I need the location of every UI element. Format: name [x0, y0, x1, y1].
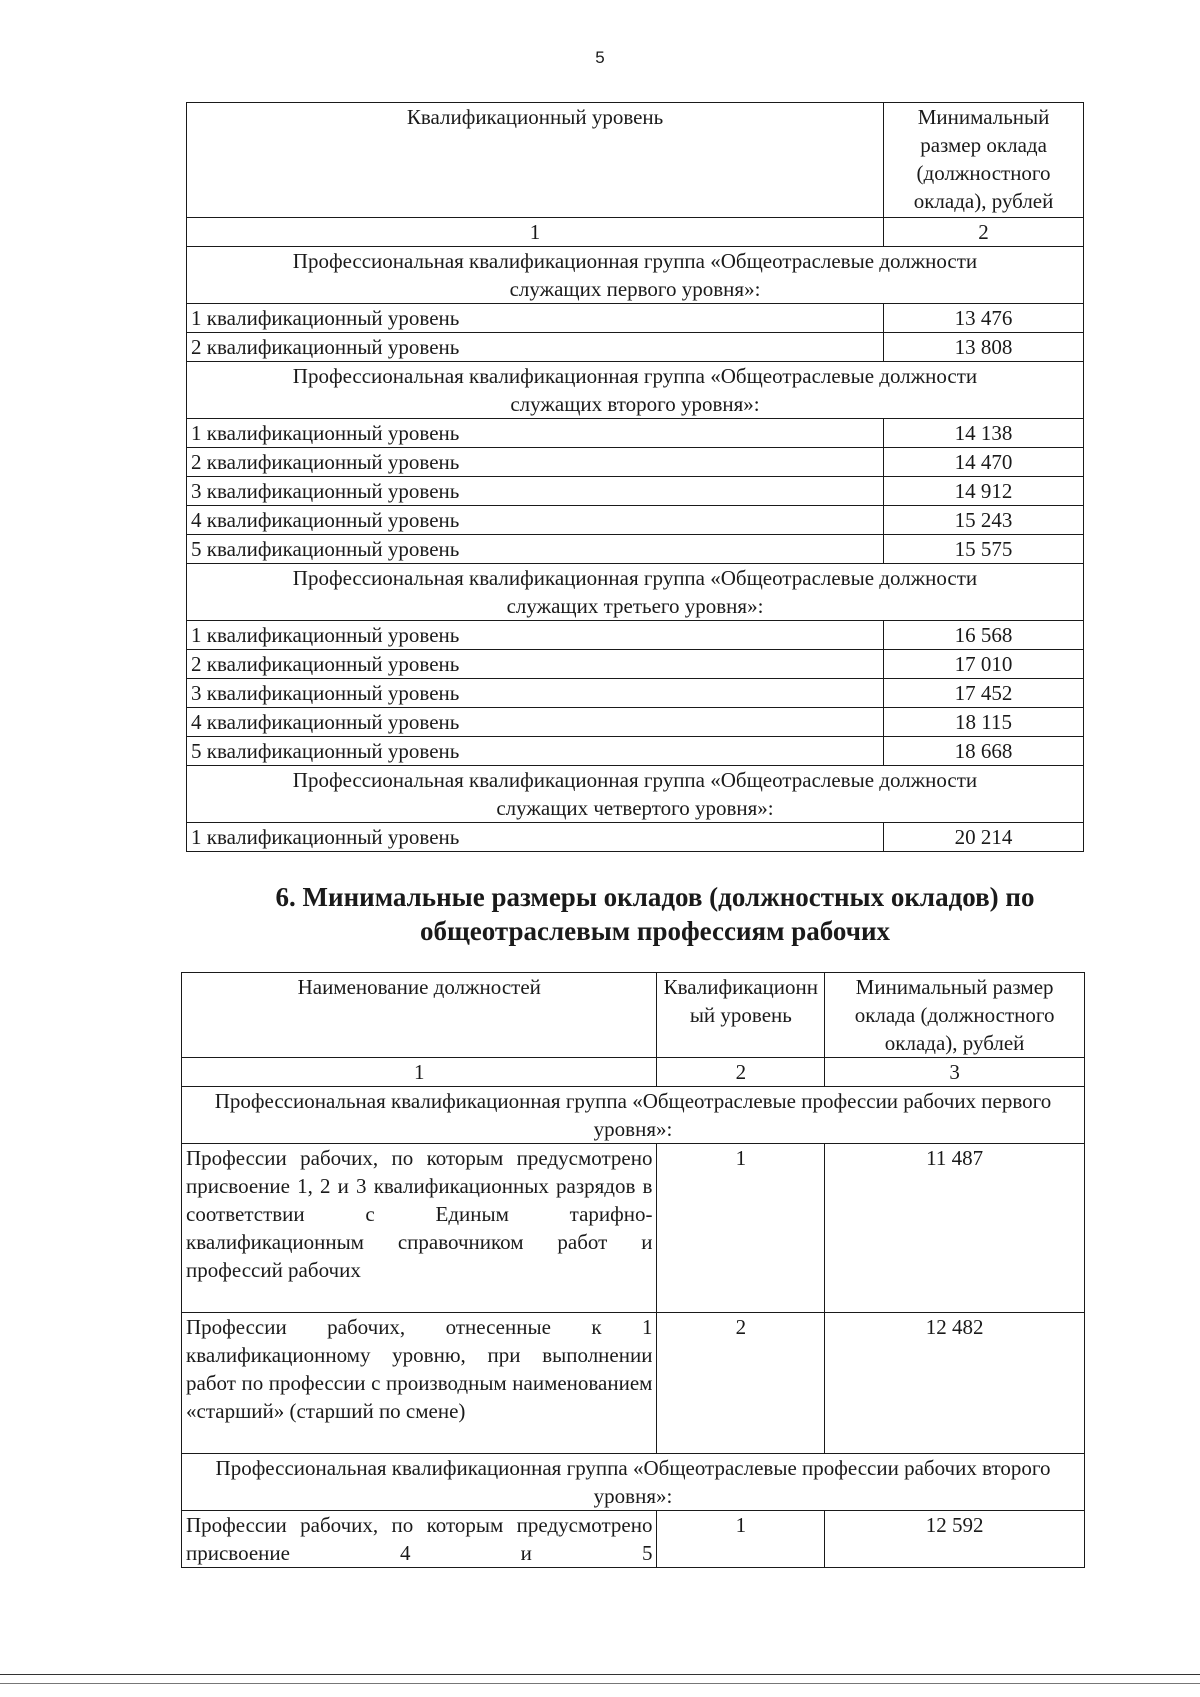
table-row: [187, 650, 1084, 679]
header-qualification-level: Квалификационный уровень: [187, 103, 884, 218]
level-cell: 4 квалификационный уровень: [187, 708, 884, 737]
table-row: [187, 448, 1084, 477]
group-title: Профессиональная квалификационная группа «Общеотраслевые должности служащих третьего уровня»:: [187, 564, 1084, 621]
salary-cell: 16 568: [884, 621, 1084, 650]
group-title: Профессиональная квалификационная группа «Общеотраслевые профессии рабочих второго уровня»:: [182, 1454, 1085, 1511]
table-row: [182, 1511, 1085, 1568]
salary-cell: 13 476: [884, 304, 1084, 333]
salary-cell: 18 668: [884, 737, 1084, 766]
page-number: 5: [595, 48, 605, 67]
column-number: 2: [884, 218, 1084, 247]
level-cell: 2 квалификационный уровень: [187, 448, 884, 477]
level-cell: 1 квалификационный уровень: [187, 823, 884, 852]
qualification-levels-table: [186, 102, 1084, 852]
group-title-row: [187, 247, 1084, 304]
level-cell: 1: [657, 1511, 825, 1568]
table-row: [187, 823, 1084, 852]
salary-cell: 17 452: [884, 679, 1084, 708]
table-header-row: [182, 973, 1085, 1058]
group-title-row: [187, 564, 1084, 621]
level-cell: 1 квалификационный уровень: [187, 419, 884, 448]
profession-name-cell: Профессии рабочих, отнесенные к 1 квалификационному уровню, при выполнении работ по профессии с производным наименованием «старший» (старший по смене): [182, 1313, 657, 1454]
section-6-title: 6. Минимальные размеры окладов (должностных окладов) по общеотраслевым профессиям рабочих: [275, 882, 1035, 946]
column-number: 1: [187, 218, 884, 247]
table-row: [187, 679, 1084, 708]
group-title-row: [182, 1087, 1085, 1144]
level-cell: 2 квалификационный уровень: [187, 650, 884, 679]
footer-divider-secondary: [0, 1683, 1200, 1684]
level-cell: 3 квалификационный уровень: [187, 477, 884, 506]
table-row: [187, 535, 1084, 564]
worker-professions-table: [181, 972, 1085, 1568]
table-header-row: [187, 103, 1084, 218]
level-cell: 5 квалификационный уровень: [187, 737, 884, 766]
salary-cell: 13 808: [884, 333, 1084, 362]
salary-cell: 11 487: [825, 1144, 1085, 1313]
salary-cell: 14 912: [884, 477, 1084, 506]
column-number: 1: [182, 1058, 657, 1087]
header-position-name: Наименование должностей: [182, 973, 657, 1058]
table-row: [187, 708, 1084, 737]
column-number: 3: [825, 1058, 1085, 1087]
salary-cell: 18 115: [884, 708, 1084, 737]
footer-divider: [0, 1674, 1200, 1675]
level-cell: 1 квалификационный уровень: [187, 304, 884, 333]
level-cell: 1 квалификационный уровень: [187, 621, 884, 650]
table-row: [187, 737, 1084, 766]
salary-cell: 15 243: [884, 506, 1084, 535]
column-number: 2: [657, 1058, 825, 1087]
salary-cell: 12 592: [825, 1511, 1085, 1568]
group-title: Профессиональная квалификационная группа «Общеотраслевые профессии рабочих первого уровня»:: [182, 1087, 1085, 1144]
salary-cell: 17 010: [884, 650, 1084, 679]
level-cell: 3 квалификационный уровень: [187, 679, 884, 708]
table-row: [187, 477, 1084, 506]
level-cell: 2 квалификационный уровень: [187, 333, 884, 362]
header-min-salary: Минимальный размер оклада (должностного оклада), рублей: [884, 103, 1084, 218]
table-row: [182, 1313, 1085, 1454]
salary-cell: 12 482: [825, 1313, 1085, 1454]
group-title-row: [187, 362, 1084, 419]
profession-name-cell: Профессии рабочих, по которым предусмотрено присвоение 4 и 5: [182, 1511, 657, 1568]
group-title: Профессиональная квалификационная группа «Общеотраслевые должности служащих четвертого уровня»:: [187, 766, 1084, 823]
salary-cell: 20 214: [884, 823, 1084, 852]
header-min-salary: Минимальный размер оклада (должностного оклада), рублей: [825, 973, 1085, 1058]
table-row: [187, 621, 1084, 650]
table-row: [187, 506, 1084, 535]
group-title-row: [187, 766, 1084, 823]
level-cell: 2: [657, 1313, 825, 1454]
column-numbers-row: [182, 1058, 1085, 1087]
header-qualification-level: Квалификационный уровень: [657, 973, 825, 1058]
table-row: [182, 1144, 1085, 1313]
level-cell: 5 квалификационный уровень: [187, 535, 884, 564]
table-row: [187, 333, 1084, 362]
table-row: [187, 304, 1084, 333]
profession-name-cell: Профессии рабочих, по которым предусмотрено присвоение 1, 2 и 3 квалификационных разрядов в соответствии с Единым тарифно-квалификационным справочником работ и профессий рабочих: [182, 1144, 657, 1313]
salary-cell: 14 470: [884, 448, 1084, 477]
salary-cell: 15 575: [884, 535, 1084, 564]
level-cell: 1: [657, 1144, 825, 1313]
group-title: Профессиональная квалификационная группа «Общеотраслевые должности служащих первого уровня»:: [187, 247, 1084, 304]
table-row: [187, 419, 1084, 448]
group-title-row: [182, 1454, 1085, 1511]
salary-cell: 14 138: [884, 419, 1084, 448]
column-numbers-row: [187, 218, 1084, 247]
level-cell: 4 квалификационный уровень: [187, 506, 884, 535]
group-title: Профессиональная квалификационная группа «Общеотраслевые должности служащих второго уровня»:: [187, 362, 1084, 419]
